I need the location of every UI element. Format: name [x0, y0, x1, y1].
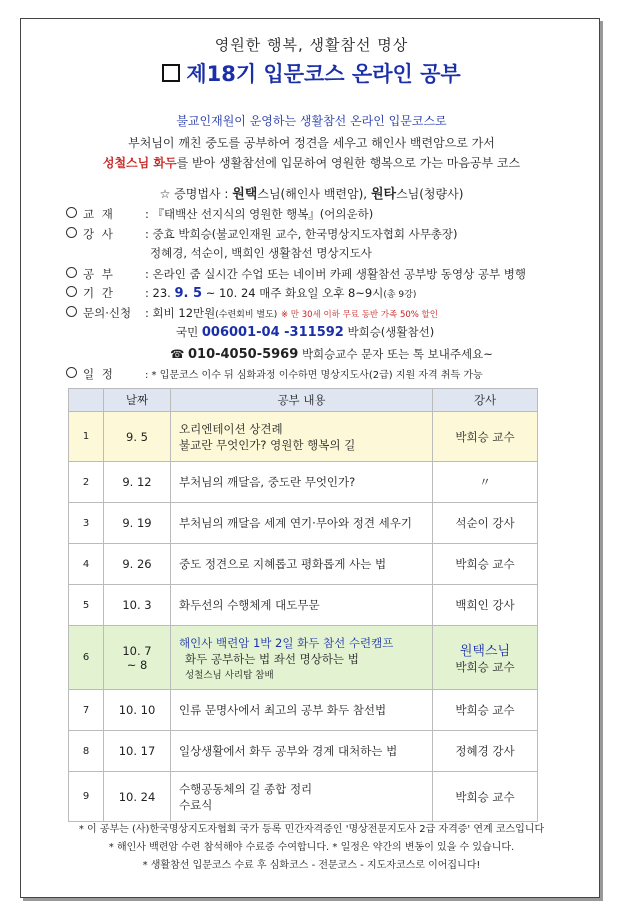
table-row: 1 9. 5 오리엔테이션 상견례 불교란 무엇인가? 영원한 행복의 길 박희승 교수: [69, 412, 538, 462]
monk-1-suffix: 스님(해인사 백련암),: [257, 187, 368, 201]
monk-1: 원택: [232, 187, 258, 202]
intro-rest: 를 받아 생활참선에 입문하여 영원한 행복으로 가는 마음공부 코스: [176, 156, 521, 170]
schedule-table: [68, 388, 538, 822]
bullet-circle-icon: [66, 286, 77, 297]
table-row: 4 9. 26 중도 정견으로 지혜롭고 평화롭게 사는 법 박희승 교수: [69, 544, 538, 585]
intro-line-2: 부처님이 깨친 중도를 공부하여 정견을 세우고 해인사 백련암으로 가서: [128, 136, 495, 150]
certifying-monks: [0, 183, 623, 202]
table-row: 8 10. 17 일상생활에서 화두 공부와 경계 대처하는 법 정혜경 강사: [69, 731, 538, 772]
info-schedule: 일 정 : * 입문코스 이수 뒤 심화과정 이수하면 명상지도사(2급) 지원 자격 취득 가능: [66, 366, 483, 382]
table-header: 날짜 공부 내용 강사: [69, 389, 538, 412]
info-contact: 문의·신청 : 회비 12만원(수련회비 별도) ※ 만 30세 이하 무료 동반 가족 50% 할인: [66, 305, 438, 321]
monk-2-suffix: 스님(청량사): [396, 187, 464, 201]
checkbox-square-icon: [162, 64, 180, 82]
subtitle: 영원한 행복, 생활참선 명상: [214, 36, 409, 54]
table-row-camp: 6 10. 7 ~ 8 해인사 백련암 1박 2일 화두 참선 수련캠프 화두 공부하는 법 좌선 명상하는 법 성철스님 사리탑 참배 원택스님 박희승 교수: [69, 626, 538, 690]
footer-note-3: * 생활참선 입문코스 수료 후 심화코스 - 전문코스 - 지도자코스로 이어집니다!: [142, 860, 481, 871]
monk-2: 원타: [370, 187, 397, 202]
cert-prefix: ☆ 증명법사 :: [159, 187, 229, 201]
table-row: 2 9. 12 부처님의 깨달음, 중도란 무엇인가? 〃: [69, 462, 538, 503]
bullet-circle-icon: [66, 207, 77, 218]
info-period: 기 간 : 23. 9. 5 ~ 10. 24 매주 화요일 오후 8~9시(총 9강): [66, 285, 416, 301]
page-title: [0, 58, 623, 88]
bullet-circle-icon: [66, 267, 77, 278]
bullet-circle-icon: [66, 227, 77, 238]
footer-note-1: * 이 공부는 (사)한국명상지도자협회 국가 등록 민간자격증인 '명상전문지도사 2급 자격증' 연계 코스입니다: [78, 824, 545, 835]
info-lecturers-2: 정혜경, 석순이, 백희인 생활참선 명상지도사: [150, 246, 372, 260]
table-row: 9 10. 24 수행공동체의 길 종합 정리 수료식 박희승 교수: [69, 772, 538, 822]
bullet-circle-icon: [66, 306, 77, 317]
phone-number[interactable]: 010-4050-5969: [187, 347, 299, 362]
table-row: 5 10. 3 화두선의 수행체계 대도무문 백희인 강사: [69, 585, 538, 626]
intro-highlight: 성철스님 화두: [102, 156, 177, 170]
bullet-circle-icon: [66, 367, 77, 378]
info-study-method: 공 부 : 온라인 줌 실시간 수업 또는 네이버 카페 생활참선 공부방 동영상 공부 병행: [66, 266, 526, 282]
intro-line-1: 불교인재원이 운영하는 생활참선 온라인 입문코스로: [176, 114, 447, 128]
info-lecturers: 강 사 : 중효 박희승(불교인재원 교수, 한국명상지도자협회 사무총장): [66, 226, 458, 242]
table-row: 7 10. 10 인류 문명사에서 최고의 공부 화두 참선법 박희승 교수: [69, 690, 538, 731]
phone-icon: ☎: [170, 347, 185, 361]
info-textbook: 교 재 : 『태백산 선지식의 영원한 행복』(어의운하): [66, 206, 373, 222]
phone-contact: ☎ 010-4050-5969 박희승교수 문자 또는 톡 보내주세요~: [170, 347, 493, 362]
footer-note-2: * 해인사 백련암 수련 참석해야 수료증 수여합니다. * 일정은 약간의 변동이 있을 수 있습니다.: [108, 842, 515, 853]
table-row: 3 9. 19 부처님의 깨달음 세계 연기·무아와 정견 세우기 석순이 강사: [69, 503, 538, 544]
title-text: 제18기 입문코스 온라인 공부: [186, 62, 461, 86]
bank-account: 국민 006001-04 -311592 박희승(생활참선): [176, 325, 435, 340]
intro-line-3: [0, 154, 623, 171]
